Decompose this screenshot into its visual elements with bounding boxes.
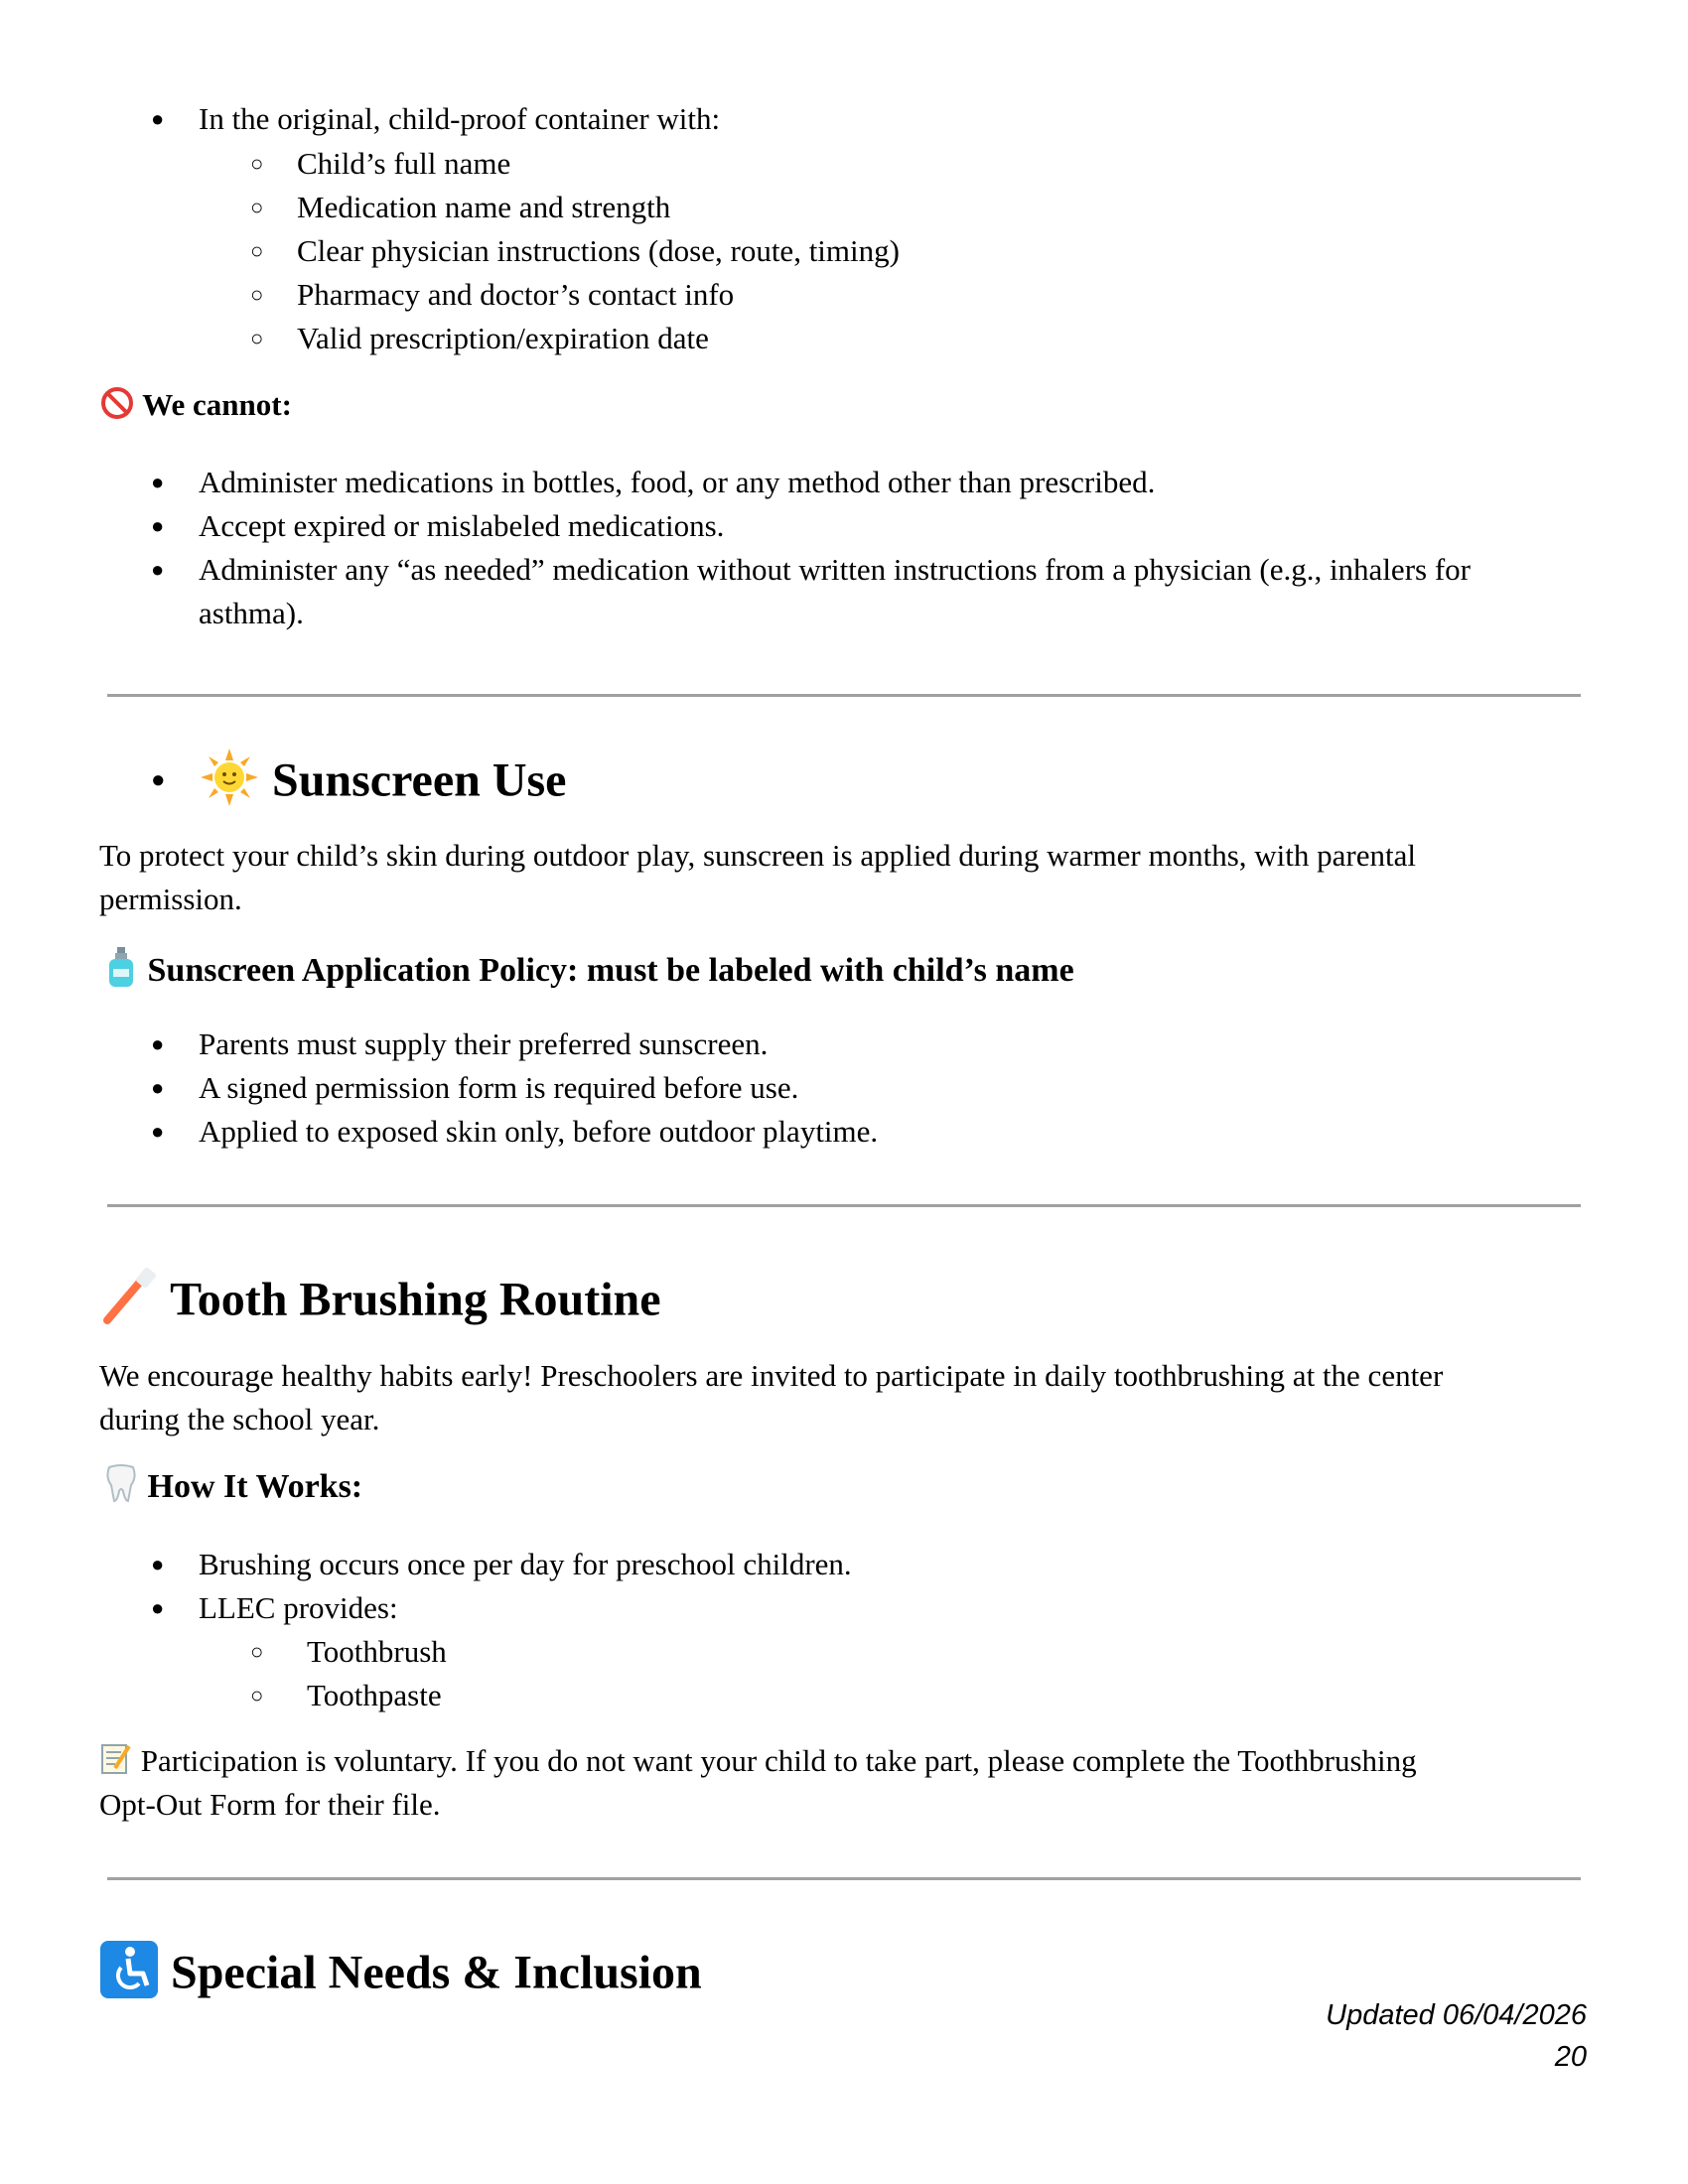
sub-bullet: ○: [250, 282, 264, 307]
how-item: LLEC provides:: [199, 1590, 398, 1625]
sunscreen-title: Sunscreen Use: [272, 753, 567, 807]
cannot-item: Administer medications in bottles, food, or any method other than prescribed.: [199, 465, 1156, 499]
sunscreen-heading: [199, 747, 566, 823]
sub-bullet: ○: [250, 238, 264, 263]
provides-item-toothbrush: Toothbrush: [307, 1634, 447, 1669]
prohibited-icon: [99, 385, 135, 431]
sunscreen-policy-title: Sunscreen Application Policy: must be labeled with child’s name: [147, 951, 1074, 989]
tooth-icon: [103, 1463, 139, 1515]
sub-bullet: ○: [250, 1683, 264, 1707]
cannot-title: We cannot:: [142, 387, 292, 423]
how-it-works-title: How It Works:: [147, 1467, 363, 1505]
container-item-medication: Medication name and strength: [297, 190, 671, 224]
participation-note-line2: Opt-Out Form for their file.: [99, 1787, 441, 1822]
container-item-name: Child’s full name: [297, 146, 511, 181]
divider: [107, 694, 1581, 697]
sunscreen-item: A signed permission form is required before use.: [199, 1070, 799, 1105]
list-bullet: ●: [151, 1595, 165, 1620]
footer-updated: Updated 06/04/2026: [1326, 1999, 1587, 2031]
heading-bullet: ●: [151, 767, 166, 793]
how-item: Brushing occurs once per day for preschool children.: [199, 1547, 852, 1581]
special-needs-heading: [99, 1940, 702, 2014]
divider: [107, 1204, 1581, 1207]
list-bullet: ●: [151, 1075, 165, 1100]
list-bullet: ●: [151, 557, 165, 582]
container-item-prescription: Valid prescription/expiration date: [297, 321, 709, 355]
cannot-item: Administer any “as needed” medication without written instructions from a physician (e.g., inhalers for: [199, 552, 1471, 587]
list-bullet: ●: [151, 106, 165, 131]
participation-note-line1: [99, 1741, 1417, 1786]
sunscreen-intro-line2: permission.: [99, 882, 242, 916]
cannot-item: Accept expired or mislabeled medications.: [199, 508, 725, 543]
toothbrush-icon: [99, 1267, 159, 1341]
sub-bullet: ○: [250, 1639, 264, 1664]
special-needs-title: Special Needs & Inclusion: [171, 1946, 702, 1999]
sub-bullet: ○: [250, 326, 264, 350]
tooth-title: Tooth Brushing Routine: [170, 1273, 661, 1326]
tooth-intro-line1: We encourage healthy habits early! Preschoolers are invited to participate in daily toothbrushing at the center: [99, 1358, 1444, 1393]
sunscreen-intro-line1: To protect your child’s skin during outdoor play, sunscreen is applied during warmer months, with parental: [99, 838, 1416, 873]
list-bullet: ●: [151, 1031, 165, 1056]
wheelchair-icon: [99, 1940, 159, 2014]
lotion-bottle-icon: [103, 945, 139, 1001]
how-it-works-heading: [103, 1463, 362, 1515]
sunscreen-item: Parents must supply their preferred sunscreen.: [199, 1026, 769, 1061]
container-intro: In the original, child-proof container with:: [199, 101, 721, 136]
container-item-contact: Pharmacy and doctor’s contact info: [297, 277, 735, 312]
sub-bullet: ○: [250, 151, 264, 176]
tooth-heading: [99, 1267, 661, 1341]
page-number: 20: [1554, 2041, 1587, 2073]
participation-note-text: Participation is voluntary. If you do not want your child to take part, please complete the Toothbrushing: [140, 1743, 1417, 1778]
divider: [107, 1877, 1581, 1880]
tooth-intro-line2: during the school year.: [99, 1402, 380, 1436]
cannot-heading: [99, 385, 292, 431]
sun-icon: [199, 747, 260, 823]
list-bullet: ●: [151, 1119, 165, 1144]
cannot-item-continued: asthma).: [199, 596, 304, 630]
list-bullet: ●: [151, 1552, 165, 1576]
sunscreen-policy-heading: [103, 945, 1074, 1001]
provides-item-toothpaste: Toothpaste: [307, 1678, 442, 1712]
list-bullet: ●: [151, 470, 165, 494]
container-item-instructions: Clear physician instructions (dose, route, timing): [297, 233, 900, 268]
sub-bullet: ○: [250, 195, 264, 219]
sunscreen-item: Applied to exposed skin only, before outdoor playtime.: [199, 1114, 879, 1149]
memo-icon: [99, 1742, 133, 1786]
list-bullet: ●: [151, 513, 165, 538]
